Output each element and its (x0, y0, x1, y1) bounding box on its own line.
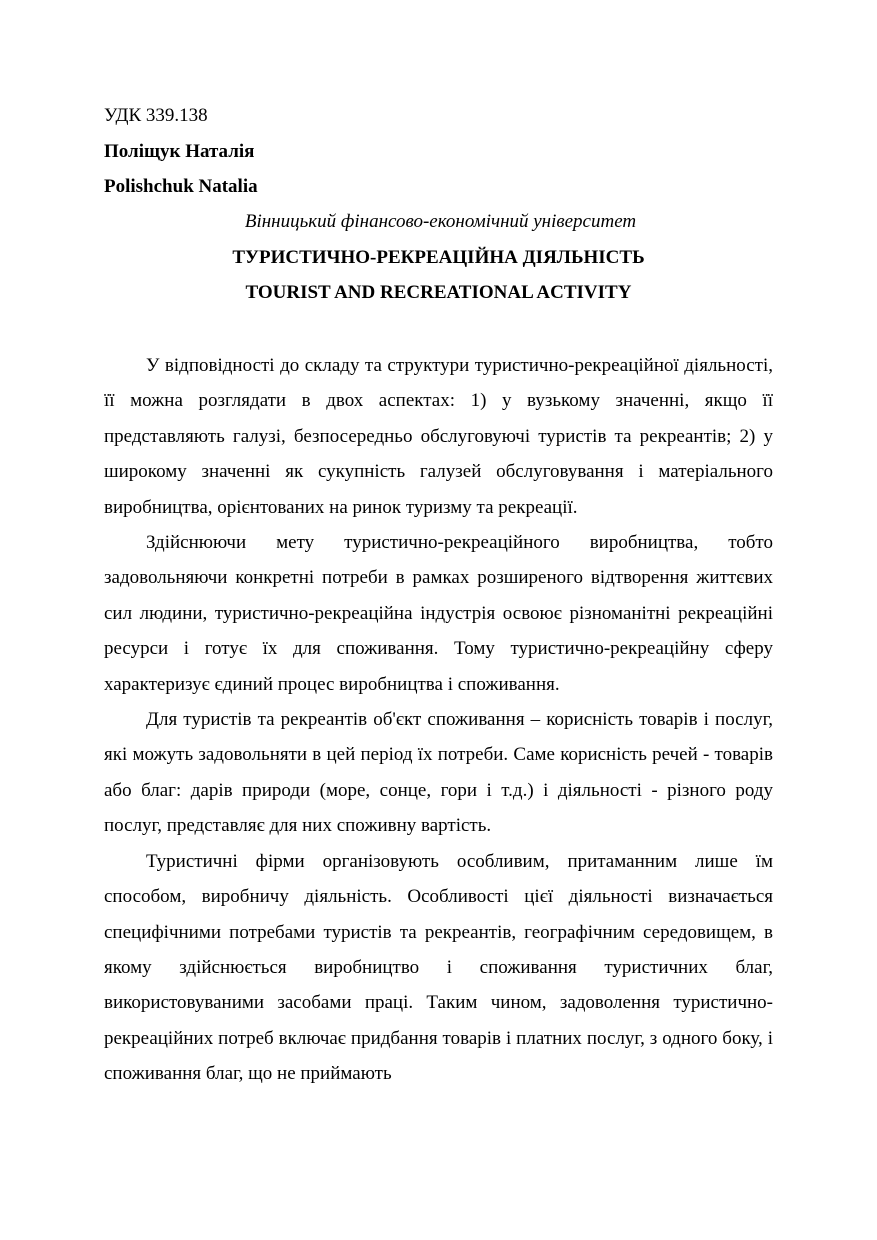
paragraph: У відповідності до складу та структури туристично-рекреаційної діяльності, її можна розглядати в двох аспектах: 1) у вузькому значенні, якщо її представляють галузі, безпосередньо обслуговуючі туристів та рекреантів; 2) у широкому значенні як сукупність галузей обслуговування і матеріального виробництва, орієнтованих на ринок туризму та рекреації. (104, 355, 773, 518)
paragraph: Здійснюючи мету туристично-рекреаційного виробництва, тобто задовольняючи конкретні потреби в рамках розширеного відтворення життєвих сил людини, туристично-рекреаційна індустрія освоює різноманітні рекреаційні ресурси і готує їх для споживання. Тому туристично-рекреаційну сферу характеризує єдиний процес виробництва і споживання. (104, 532, 773, 695)
body-text (104, 348, 773, 1092)
paragraph: Туристичні фірми організовують особливим, притаманним лише їм способом, виробничу діяльність. Особливості цієї діяльності визначається специфічними потребами туристів та рекреантів, географічним середовищем, в якому здійснюється виробництво і споживання туристичних благ, використовуваними засобами праці. Таким чином, задоволення туристично-рекреаційних потреб включає придбання товарів і платних послуг, з одного боку, і споживання благ, що не приймають (104, 850, 773, 1085)
author-name-en: Polishchuk Natalia (104, 176, 258, 197)
university-affiliation: Вінницький фінансово-економічний університет (244, 211, 637, 232)
author-name-ua: Поліщук Наталія (104, 141, 255, 162)
paper-title-ua: ТУРИСТИЧНО-РЕКРЕАЦІЙНА ДІЯЛЬНІСТЬ (232, 247, 645, 268)
udc-code: УДК 339.138 (104, 105, 208, 126)
paragraph: Для туристів та рекреантів об'єкт споживання – корисність товарів і послуг, які можуть задовольняти в цей період їх потреби. Саме корисність речей - товарів або благ: дарів природи (море, сонце, гори і т.д.) і діяльності - різного роду послуг, представляє для них споживну вартість. (104, 709, 773, 837)
paper-title-en: TOURIST AND RECREATIONAL ACTIVITY (245, 282, 632, 303)
